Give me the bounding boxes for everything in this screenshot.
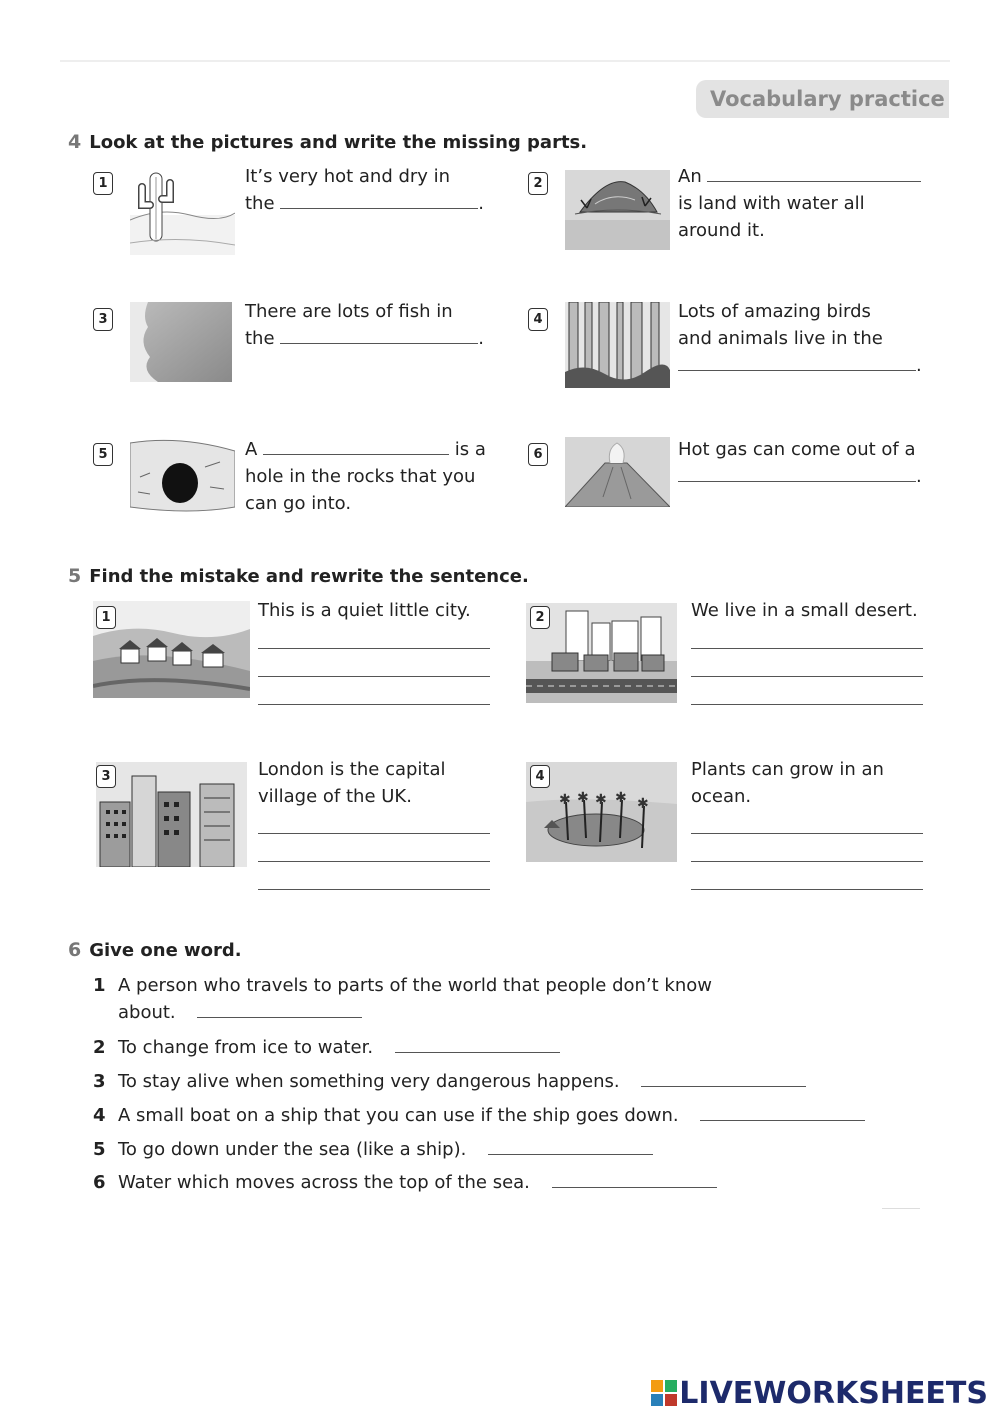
answer-field[interactable] — [678, 352, 916, 371]
volcano-icon — [565, 437, 670, 507]
exercise-5-heading — [68, 565, 529, 587]
exercise-item-text: Lots of amazing birds and animals live in the . — [678, 301, 922, 376]
sea-icon — [130, 302, 232, 382]
answer-line[interactable] — [258, 648, 490, 649]
exercise-item-text: Hot gas can come out of a . — [678, 439, 922, 487]
item-number-box: 4 — [530, 765, 550, 788]
exercise-item-text: There are lots of fish in the . — [245, 301, 485, 349]
exercise-item-text: An is land with water all around it. — [678, 163, 938, 244]
exercise-item-text: We live in a small desert. — [691, 600, 918, 621]
exercise-title: Look at the pictures and write the missing parts. — [89, 132, 588, 153]
exercise-6-heading — [68, 939, 242, 961]
exercise-number: 6 — [68, 939, 82, 961]
exercise-item-text: A is a hole in the rocks that you can go into. — [245, 436, 495, 517]
item-number-box: 5 — [93, 443, 113, 466]
exercise-item-text: It’s very hot and dry in the . — [245, 166, 485, 214]
cactus-desert-icon — [130, 165, 235, 255]
exercise-item-text: London is the capital village of the UK. — [258, 759, 446, 807]
svg-text:✱: ✱ — [577, 790, 589, 806]
exercise-item-text: This is a quiet little city. — [258, 600, 471, 621]
answer-line[interactable] — [258, 833, 490, 834]
city-icon — [96, 762, 247, 867]
list-item: 4 A small boat on a ship that you can use if the ship goes down. — [93, 1102, 865, 1129]
answer-field[interactable] — [197, 999, 362, 1018]
top-divider — [60, 60, 950, 62]
answer-field[interactable] — [395, 1034, 560, 1053]
answer-line[interactable] — [691, 889, 923, 890]
answer-field[interactable] — [678, 463, 916, 482]
exercise-number: 5 — [68, 565, 82, 587]
answer-field[interactable] — [280, 190, 478, 209]
exercise-number: 4 — [68, 131, 82, 153]
answer-line[interactable] — [691, 861, 923, 862]
exercise-title: Give one word. — [89, 940, 242, 961]
answer-field[interactable] — [641, 1068, 806, 1087]
svg-text:✱: ✱ — [637, 796, 649, 812]
forest-icon — [565, 302, 670, 388]
cave-icon — [130, 437, 235, 515]
answer-field[interactable] — [552, 1169, 717, 1188]
answer-line[interactable] — [258, 704, 490, 705]
item-number-box: 2 — [528, 172, 548, 195]
answer-line[interactable] — [258, 861, 490, 862]
item-number-box: 3 — [93, 308, 113, 331]
liveworksheets-logo-icon — [651, 1380, 677, 1406]
exercise-title: Find the mistake and rewrite the sentence. — [89, 566, 529, 587]
answer-line[interactable] — [258, 676, 490, 677]
svg-text:✱: ✱ — [595, 792, 607, 808]
item-number-box: 2 — [530, 606, 550, 629]
answer-line[interactable] — [258, 889, 490, 890]
divider — [882, 1208, 920, 1209]
answer-line[interactable] — [691, 676, 923, 677]
answer-field[interactable] — [488, 1136, 653, 1155]
list-item: 2 To change from ice to water. — [93, 1034, 560, 1061]
answer-field[interactable] — [263, 436, 449, 455]
answer-field[interactable] — [700, 1102, 865, 1121]
svg-text:✱: ✱ — [615, 790, 627, 806]
list-item: 5 To go down under the sea (like a ship). — [93, 1136, 653, 1163]
item-number-box: 6 — [528, 443, 548, 466]
section-tag: Vocabulary practice — [696, 80, 949, 118]
item-number-box: 1 — [93, 172, 113, 195]
svg-text:✱: ✱ — [559, 792, 571, 808]
island-icon — [565, 170, 670, 250]
item-number-box: 4 — [528, 308, 548, 331]
liveworksheets-brand: LIVEWORKSHEETS — [651, 1376, 988, 1411]
answer-line[interactable] — [691, 704, 923, 705]
exercise-item-text: Plants can grow in an ocean. — [691, 759, 884, 807]
list-item: 3 To stay alive when something very dangerous happens. — [93, 1068, 806, 1095]
answer-field[interactable] — [707, 163, 921, 182]
list-item: 6 Water which moves across the top of the sea. — [93, 1169, 717, 1196]
village-icon — [93, 601, 250, 698]
answer-field[interactable] — [280, 325, 478, 344]
list-item: 1 A person who travels to parts of the world that people don’t know about. — [93, 975, 712, 1023]
answer-line[interactable] — [691, 833, 923, 834]
item-number-box: 3 — [96, 765, 116, 788]
item-number-box: 1 — [96, 606, 116, 629]
exercise-4-heading — [68, 131, 587, 153]
answer-line[interactable] — [691, 648, 923, 649]
